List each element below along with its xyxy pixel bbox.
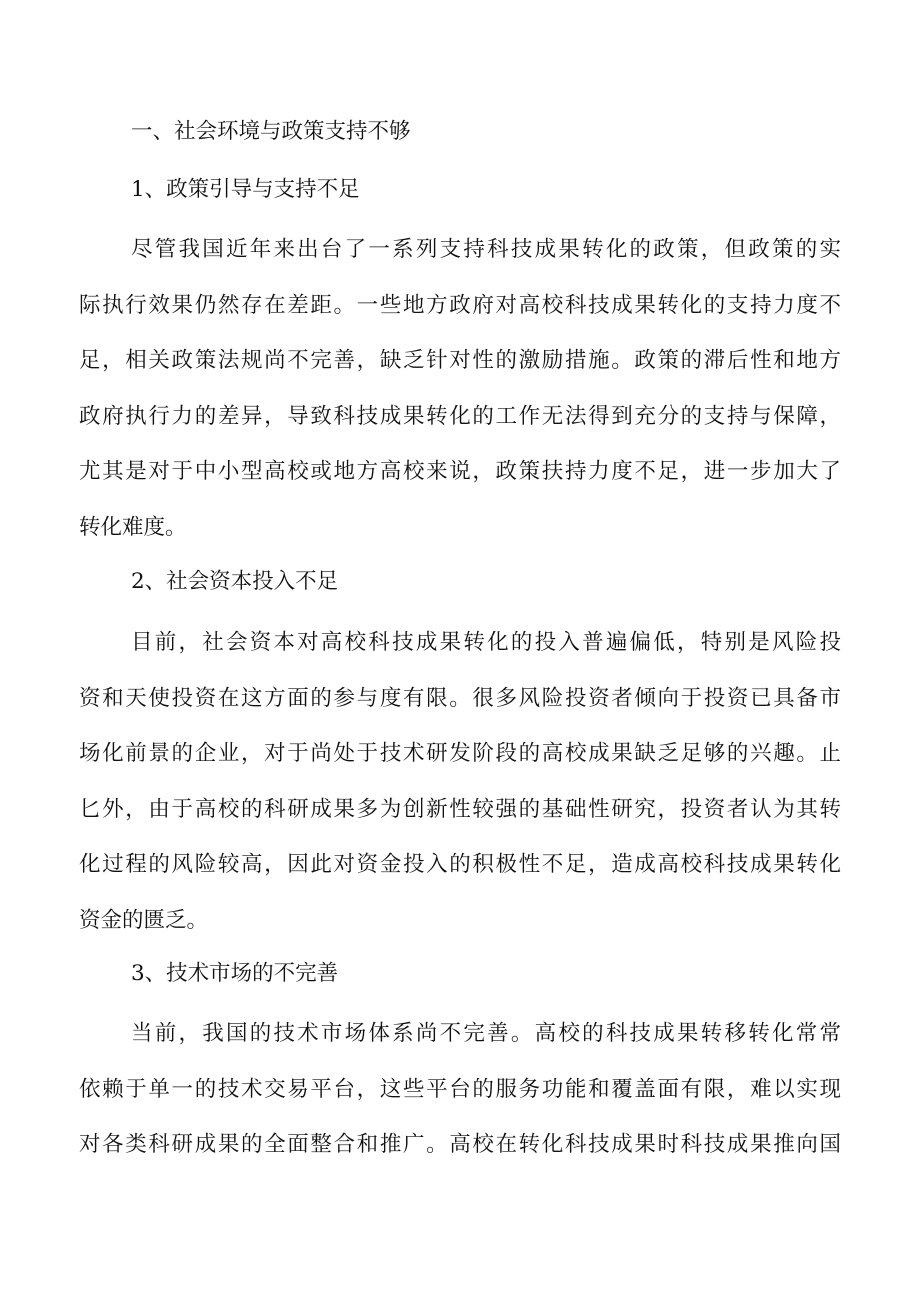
paragraph-policy bbox=[79, 222, 841, 555]
paragraph-market bbox=[79, 1006, 841, 1173]
subsection-heading-2: 2、社会资本投入不足 bbox=[131, 569, 339, 594]
paragraph-line: 依赖于单一的技术交易平台，这些平台的服务功能和覆盖面有限，难以实现 bbox=[79, 1076, 841, 1102]
subsection-heading-3: 3、技术市场的不完善 bbox=[131, 961, 339, 986]
subsection-heading-1: 1、政策引导与支持不足 bbox=[131, 177, 360, 202]
paragraph-line: 际执行效果仍然存在差距。一些地方政府对高校科技成果转化的支持力度不 bbox=[79, 292, 841, 318]
paragraph-line: 场化前景的企业，对于尚处于技术研发阶段的高校成果缺乏足够的兴趣。止 bbox=[79, 741, 841, 766]
paragraph-line: 政府执行力的差异，导致科技成果转化的工作无法得到充分的支持与保障， bbox=[79, 403, 841, 429]
paragraph-line: 尤其是对于中小型高校或地方高校来说，政策扶持力度不足，进一步加大了 bbox=[79, 459, 841, 484]
paragraph-line: 目前，社会资本对高校科技成果转化的投入普遍偏低，特别是风险投 bbox=[131, 630, 841, 655]
paragraph-line: 足，相关政策法规尚不完善，缺乏针对性的激励措施。政策的滞后性和地方 bbox=[79, 348, 841, 373]
paragraph-line: 资金的匮乏。 bbox=[79, 907, 209, 933]
section-title: 一、社会环境与政策支持不够 bbox=[131, 119, 411, 144]
paragraph-line: 匕外，由于高校的科研成果多为创新性较强的基础性研究，投资者认为其转 bbox=[79, 796, 841, 822]
paragraph-line: 当前，我国的技术市场体系尚不完善。高校的科技成果转移转化常常 bbox=[131, 1021, 841, 1046]
paragraph-line: 资和天使投资在这方面的参与度有限。很多风险投资者倾向于投资已具备市 bbox=[79, 685, 841, 711]
paragraph-line: 转化难度。 bbox=[79, 514, 187, 540]
paragraph-line: 化过程的风险较高，因此对资金投入的积极性不足，造成高校科技成果转化 bbox=[79, 852, 841, 877]
paragraph-capital bbox=[79, 615, 841, 948]
paragraph-line: 尽管我国近年来出台了一系列支持科技成果转化的政策，但政策的实 bbox=[131, 237, 841, 262]
paragraph-line: 对各类科研成果的全面整合和推广。高校在转化科技成果时科技成果推向国 bbox=[79, 1132, 841, 1157]
